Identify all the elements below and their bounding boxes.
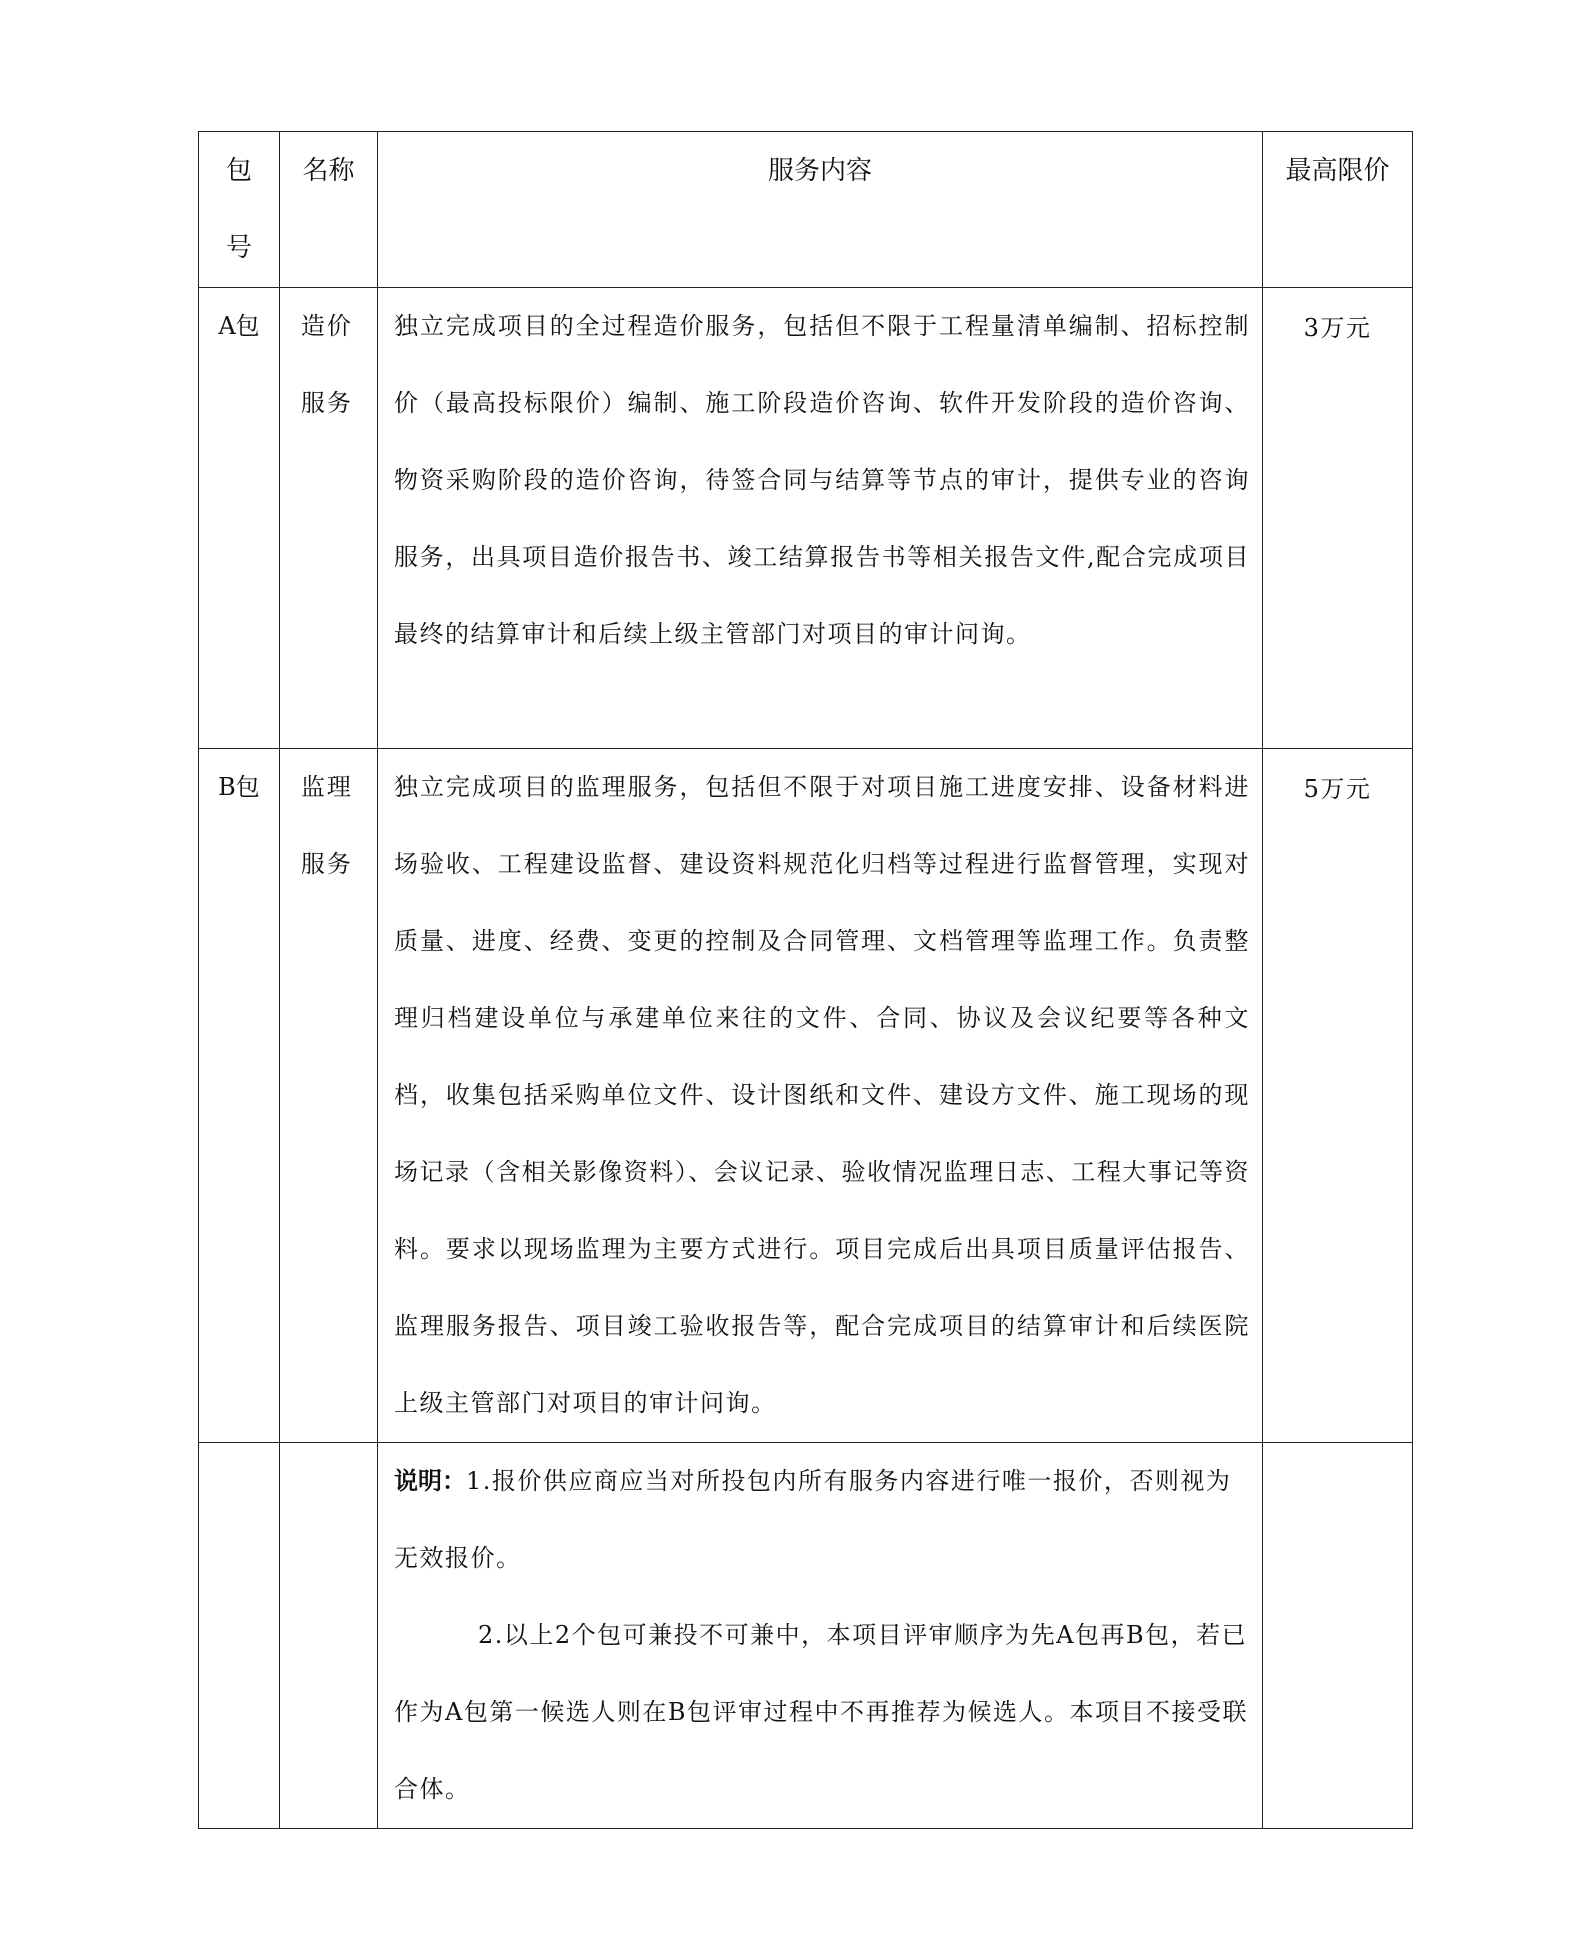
service-name: 监理服务 bbox=[300, 773, 353, 878]
package-label: A包 bbox=[218, 312, 260, 340]
service-name: 造价服务 bbox=[300, 312, 353, 417]
max-price-value: 5万元 bbox=[1303, 775, 1372, 803]
table-header-row bbox=[199, 132, 1413, 288]
notes-row bbox=[199, 1443, 1413, 1829]
notes-label: 说明： bbox=[394, 1467, 466, 1495]
header-service: 服务内容 bbox=[767, 156, 872, 186]
price-cell bbox=[1263, 288, 1413, 749]
price-cell bbox=[1263, 749, 1413, 1443]
empty-cell bbox=[280, 1443, 378, 1829]
service-table bbox=[198, 131, 1413, 1829]
header-cell-service bbox=[378, 132, 1263, 288]
header-cell-max-price bbox=[1263, 132, 1413, 288]
service-description: 独立完成项目的监理服务，包括但不限于对项目施工进度安排、设备材料进场验收、工程建设监督、建设资料规范化归档等过程进行监督管理，实现对质量、进度、经费、变更的控制及合同管理、文档管理等监理工作。负责整理归档建设单位与承建单位来往的文件、合同、协议及会议纪要等各种文档，收集包括采购单位文件、设计图纸和文件、建设方文件、施工现场的现场记录（含相关影像资料）、会议记录、验收情况监理日志、工程大事记等资料。要求以现场监理为主要方式进行。项目完成后出具项目质量评估报告、监理服务报告、项目竣工验收报告等，配合完成项目的结算审计和后续医院上级主管部门对项目的审计问询。 bbox=[394, 773, 1250, 1417]
header-cell-package bbox=[199, 132, 280, 288]
name-cell bbox=[280, 749, 378, 1443]
table-row bbox=[199, 288, 1413, 749]
header-max-price: 最高限价 bbox=[1285, 156, 1390, 186]
package-cell bbox=[199, 749, 280, 1443]
table-row bbox=[199, 749, 1413, 1443]
max-price-value: 3万元 bbox=[1303, 314, 1372, 342]
note-item-2: 2.以上2个包可兼投不可兼中，本项目评审顺序为先A包再B包，若已作为A包第一候选人则在B包评审过程中不再推荐为候选人。本项目不接受联合体。 bbox=[394, 1621, 1248, 1803]
empty-cell bbox=[199, 1443, 280, 1829]
package-cell bbox=[199, 288, 280, 749]
service-description: 独立完成项目的全过程造价服务，包括但不限于工程量清单编制、招标控制价（最高投标限价）编制、施工阶段造价咨询、软件开发阶段的造价咨询、物资采购阶段的造价咨询，待签合同与结算等节点的审计，提供专业的咨询服务，出具项目造价报告书、竣工结算报告书等相关报告文件,配合完成项目最终的结算审计和后续上级主管部门对项目的审计问询。 bbox=[394, 312, 1250, 648]
notes-block bbox=[378, 1443, 1262, 1828]
header-cell-name bbox=[280, 132, 378, 288]
empty-cell bbox=[1263, 1443, 1413, 1829]
service-cell bbox=[378, 749, 1263, 1443]
package-label: B包 bbox=[218, 773, 260, 801]
header-package: 包号 bbox=[225, 156, 252, 263]
service-cell bbox=[378, 288, 1263, 749]
note-item-1: 1.报价供应商应当对所投包内所有服务内容进行唯一报价，否则视为无效报价。 bbox=[394, 1467, 1232, 1572]
name-cell bbox=[280, 288, 378, 749]
notes-cell bbox=[378, 1443, 1263, 1829]
header-name: 名称 bbox=[302, 156, 355, 186]
